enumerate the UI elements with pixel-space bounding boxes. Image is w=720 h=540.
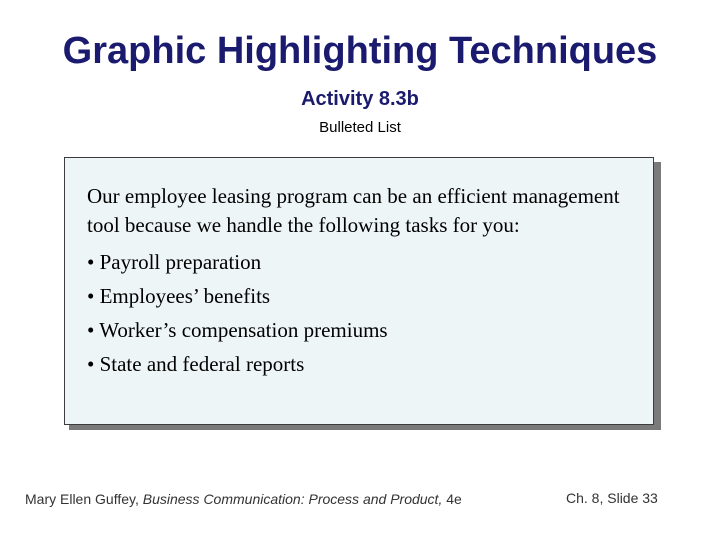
list-item-payroll: • Payroll preparation [87, 250, 262, 274]
footer-slide-number: Ch. 8, Slide 33 [566, 490, 658, 506]
list-item-reports: • State and federal reports [87, 352, 305, 376]
section-subheading: Bulleted List [319, 119, 401, 136]
footer-author: Mary Ellen Guffey, [25, 491, 143, 507]
bulleted-list-box [64, 157, 654, 425]
intro-paragraph: Our employee leasing program can be an efficient management tool because we handle the following tasks for you: [87, 184, 620, 237]
footer-edition: 4e [442, 491, 462, 507]
activity-subtitle: Activity 8.3b [301, 88, 419, 110]
slide-title: Graphic Highlighting Techniques [62, 30, 658, 72]
footer-citation [25, 490, 462, 508]
footer-book-title: Business Communication: Process and Product, [142, 491, 443, 507]
list-item-compensation: • Worker’s compensation premiums [87, 318, 388, 342]
list-item-benefits: • Employees’ benefits [87, 284, 271, 308]
box-text [87, 182, 647, 381]
bulleted-list [87, 245, 647, 381]
